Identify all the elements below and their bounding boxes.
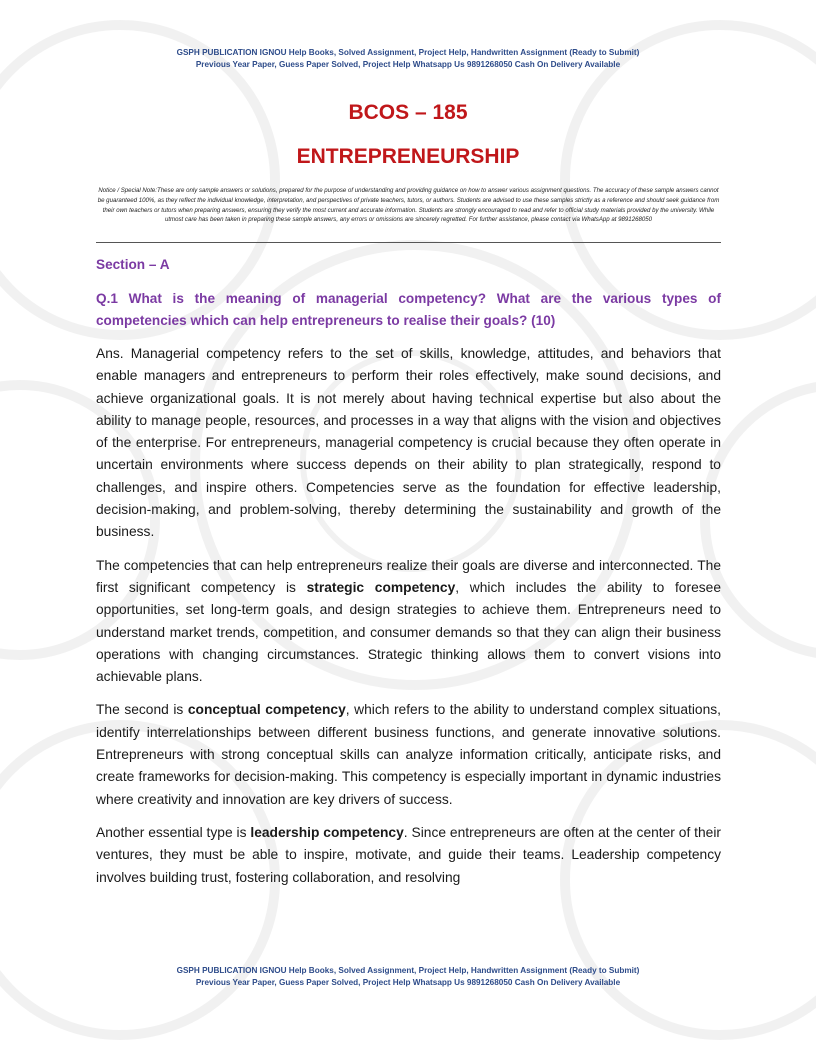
footer-line-1: GSPH PUBLICATION IGNOU Help Books, Solved Assignment, Project Help, Handwritten Assignment (Ready to Submit) — [176, 966, 640, 975]
answer-body — [96, 343, 721, 900]
header-line-1: GSPH PUBLICATION IGNOU Help Books, Solved Assignment, Project Help, Handwritten Assignment (Ready to Submit) — [176, 48, 640, 57]
header-line-2: Previous Year Paper, Guess Paper Solved, Project Help Whatsapp Us 9891268050 Cash On Delivery Available — [195, 60, 621, 69]
leadership-competency-term: leadership competency — [250, 824, 404, 840]
section-heading: Section – A — [96, 257, 170, 272]
footer-line-2: Previous Year Paper, Guess Paper Solved, Project Help Whatsapp Us 9891268050 Cash On Delivery Available — [195, 978, 621, 987]
question-text: Q.1 What is the meaning of managerial competency? What are the various types of competencies which can help entrepreneurs to realise their goals? (10) — [96, 291, 721, 328]
paragraph-3 — [96, 699, 721, 810]
divider — [96, 242, 721, 243]
paragraph-4-text-c: . Since entrepreneurs are often at the center of their ventures, they must be able to inspire, motivate, and guide their teams. Leadership competency involves building trust, fostering collaboration, and resolving — [96, 824, 722, 885]
course-title: ENTREPRENEURSHIP — [296, 145, 520, 168]
paragraph-1: Ans. Managerial competency refers to the set of skills, knowledge, attitudes, and behaviors that enable managers and entrepreneurs to perform their roles effectively, make sound decisions, and achieve organizational goals. It is not merely about having technical expertise but also about the ability to manage people, resources, and processes in a way that aligns with the vision and objectives of the enterprise. For entrepreneurs, managerial competency is crucial because they often operate in uncertain environments where success depends on their ability to plan strategically, respond to challenges, and inspire others. Competencies serve as the foundation for effective leadership, decision-making, and problem-solving, thereby determining the sustainability and growth of the business. — [96, 346, 721, 540]
strategic-competency-term: strategic competency — [306, 579, 456, 595]
paragraph-3-text-c: , which refers to the ability to understand complex situations, identify interrelationships between different business functions, and generate innovative solutions. Entrepreneurs with strong conceptual skills can analyze information critically, anticipate risks, and create frameworks for decision-making. This competency is especially important in dynamic industries where creativity and innovation are key drivers of success. — [96, 702, 721, 807]
course-code: BCOS – 185 — [348, 101, 468, 124]
page-header — [0, 47, 816, 71]
paragraph-2-text-a: The competencies that can help entrepreneurs realize their goals are diverse and interconnected. The first significant competency is — [96, 557, 721, 595]
paragraph-2-text-c: , which includes the ability to foresee opportunities, set long-term goals, and design strategies to achieve them. Entrepreneurs need to understand market trends, competition, and consumer demands so that they can align their business operations with changing circumstances. Strategic thinking allows them to convert visions into achievable plans. — [96, 579, 721, 685]
conceptual-competency-term: conceptual competency — [187, 702, 346, 718]
paragraph-3-text-a: The second is — [96, 702, 188, 718]
notice-text: Notice / Special Note:These are only sample answers or solutions, prepared for the purpose of understanding and providing guidance on how to answer various assignment questions. The accuracy of these sample answers cannot be guaranteed 100%, as they reflect the individual knowledge, interpretation, and perspectives of private teachers, tutors, or authors. Students are advised to use these samples strictly as a reference and should seek guidance from their own teachers or tutors when preparing answers, ensuring they verify the most current and accurate information. Students are strongly encouraged to read and refer to official study materials provided by the university. While utmost care has been taken in preparing these sample answers, any errors or omissions are sincerely regretted. For further assistance, please contact via WhatsApp at 9891268050 — [97, 187, 720, 224]
paragraph-2 — [96, 555, 721, 689]
paragraph-4 — [96, 822, 721, 889]
page-footer — [0, 965, 816, 989]
paragraph-4-text-a: Another essential type is — [96, 824, 251, 840]
